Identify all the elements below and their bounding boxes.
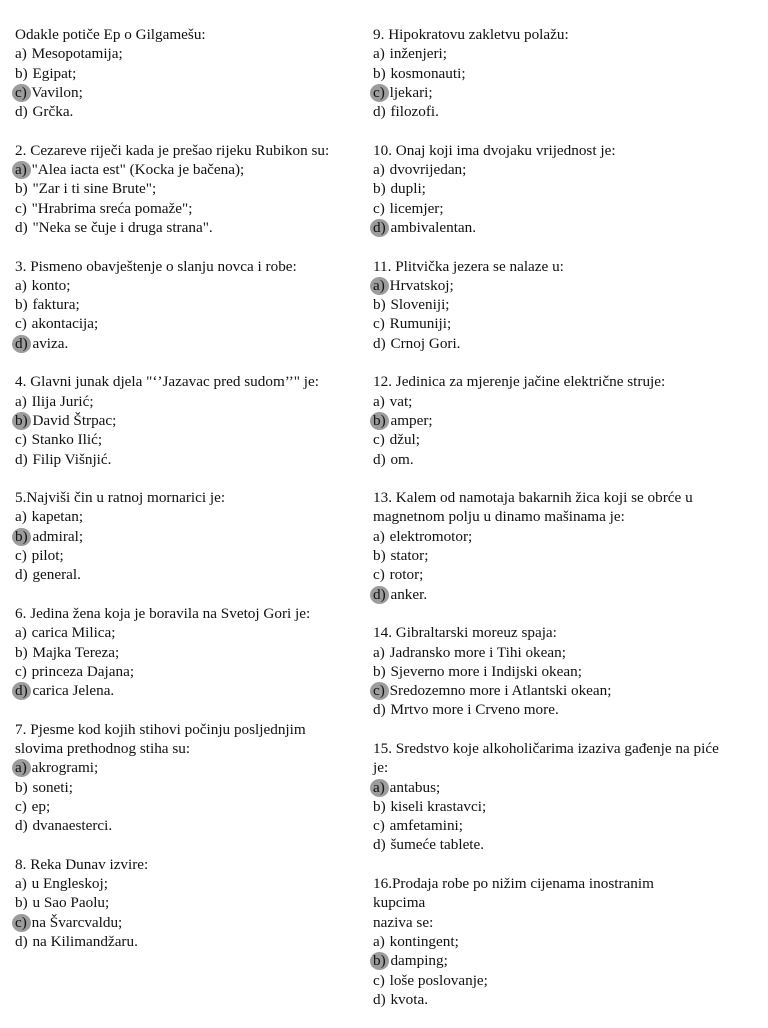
answer-option xyxy=(15,546,365,565)
option-text: Stanko Ilić; xyxy=(27,431,103,449)
answer-option xyxy=(15,334,365,353)
question-text: 4. Glavni junak djela "‘’Jazavac pred sudom’’" je: xyxy=(15,373,319,391)
option-text: džul; xyxy=(385,431,420,449)
question-block-q13 xyxy=(373,488,753,604)
option-letter: c) xyxy=(15,431,27,449)
option-letter: c) xyxy=(373,971,385,989)
option-letter: b) xyxy=(373,64,386,82)
answer-option xyxy=(373,102,753,121)
option-letter: d) xyxy=(373,701,386,719)
question-block-q7 xyxy=(15,720,365,836)
question-text: 10. Onaj koji ima dvojaku vrijednost je: xyxy=(373,141,616,159)
question-block-q12 xyxy=(373,372,753,468)
option-letter: a) xyxy=(373,161,385,179)
option-letter: d) xyxy=(15,932,28,950)
question-text: 12. Jedinica za mjerenje jačine električne struje: xyxy=(373,373,666,391)
option-text: carica Milica; xyxy=(27,624,116,642)
question-text: 9. Hipokratovu zakletvu polažu: xyxy=(373,26,569,43)
option-text: damping; xyxy=(386,952,448,970)
option-letter: a) xyxy=(15,276,27,294)
question-text: 8. Reka Dunav izvire: xyxy=(15,855,149,873)
answer-option xyxy=(15,64,365,83)
option-letter: b) xyxy=(15,180,28,198)
option-text: šumeće tablete. xyxy=(386,836,485,854)
option-text: u Engleskoj; xyxy=(27,875,108,893)
answer-option xyxy=(15,565,365,584)
option-letter: d) xyxy=(373,990,386,1008)
question-block-q9 xyxy=(373,25,753,121)
option-text: filozofi. xyxy=(386,103,439,121)
option-text: Rumuniji; xyxy=(385,315,452,333)
answer-option xyxy=(15,411,365,430)
answer-option xyxy=(15,102,365,121)
option-text: David Štrpac; xyxy=(28,411,117,429)
selected-answer-marker: b) xyxy=(373,411,386,429)
answer-option xyxy=(15,778,365,797)
option-letter: b) xyxy=(373,547,386,565)
option-letter: c) xyxy=(373,315,385,333)
question-text: 3. Pismeno obavještenje o slanju novca i robe: xyxy=(15,257,297,275)
answer-option xyxy=(15,450,365,469)
option-text: ep; xyxy=(27,797,51,815)
option-letter: b) xyxy=(15,64,28,82)
option-text: carica Jelena. xyxy=(28,682,115,700)
option-letter: a) xyxy=(373,527,385,545)
option-letter: a) xyxy=(15,392,27,410)
option-letter: c) xyxy=(15,797,27,815)
answer-option xyxy=(373,565,753,584)
answer-option xyxy=(15,662,365,681)
option-letter: a) xyxy=(15,45,27,63)
option-letter: d) xyxy=(373,103,386,121)
answer-option xyxy=(15,913,365,932)
question-text: 15. Sredstvo koje alkoholičarima izaziva gađenje na piće je: xyxy=(373,739,719,777)
option-letter: a) xyxy=(373,643,385,661)
option-text: dupli; xyxy=(386,180,426,198)
selected-answer-marker: d) xyxy=(373,218,386,236)
option-text: stator; xyxy=(386,547,429,565)
option-text: Jadransko more i Tihi okean; xyxy=(385,643,566,661)
option-text: Filip Višnjić. xyxy=(28,450,112,468)
option-text: amper; xyxy=(386,411,433,429)
option-text: na Kilimandžaru. xyxy=(28,932,138,950)
option-letter: c) xyxy=(373,817,385,835)
option-letter: c) xyxy=(15,315,27,333)
question-block-q3 xyxy=(15,257,365,353)
question-block-q15 xyxy=(373,739,753,855)
option-letter: c) xyxy=(373,566,385,584)
answer-option xyxy=(15,643,365,662)
answer-option xyxy=(15,199,365,218)
option-text: inženjeri; xyxy=(385,45,447,63)
answer-option xyxy=(15,392,365,411)
option-text: kvota. xyxy=(386,990,428,1008)
option-text: rotor; xyxy=(385,566,424,584)
question-text: 11. Plitvička jezera se nalaze u: xyxy=(373,257,564,275)
option-text: akrogrami; xyxy=(27,759,99,777)
answer-option xyxy=(373,932,753,951)
answer-option xyxy=(373,816,753,835)
option-letter: b) xyxy=(15,296,28,314)
selected-answer-marker: d) xyxy=(15,334,28,352)
question-text: 14. Gibraltarski moreuz spaja: xyxy=(373,624,557,642)
option-text: elektromotor; xyxy=(385,527,473,545)
selected-answer-marker: a) xyxy=(15,759,27,777)
answer-option xyxy=(15,218,365,237)
option-letter: c) xyxy=(15,662,27,680)
option-text: princeza Dajana; xyxy=(27,662,135,680)
option-text: Ilija Jurić; xyxy=(27,392,94,410)
option-letter: a) xyxy=(373,392,385,410)
option-text: Mrtvo more i Crveno more. xyxy=(386,701,559,719)
answer-option xyxy=(373,797,753,816)
option-text: antabus; xyxy=(385,778,441,796)
option-letter: d) xyxy=(373,836,386,854)
question-text-continued: naziva se: xyxy=(373,913,434,931)
answer-option xyxy=(15,507,365,526)
option-text: "Zar i ti sine Brute"; xyxy=(28,180,157,198)
answer-option xyxy=(373,179,753,198)
question-block-q1 xyxy=(15,25,365,121)
option-text: Sredozemno more i Atlantski okean; xyxy=(385,682,612,700)
question-block-q4 xyxy=(15,372,365,468)
option-text: akontacija; xyxy=(27,315,99,333)
option-text: "Hrabrima sreća pomaže"; xyxy=(27,199,193,217)
selected-answer-marker: d) xyxy=(373,585,386,603)
selected-answer-marker: c) xyxy=(15,83,27,101)
option-text: Sjeverno more i Indijski okean; xyxy=(386,662,582,680)
answer-option xyxy=(373,199,753,218)
option-text: konto; xyxy=(27,276,71,294)
option-text: pilot; xyxy=(27,547,64,565)
option-letter: c) xyxy=(373,431,385,449)
answer-option xyxy=(15,295,365,314)
option-text: kosmonauti; xyxy=(386,64,466,82)
selected-answer-marker: a) xyxy=(373,778,385,796)
option-letter: a) xyxy=(373,932,385,950)
option-letter: d) xyxy=(373,334,386,352)
answer-option xyxy=(15,44,365,63)
answer-option xyxy=(373,990,753,1009)
option-text: Majka Tereza; xyxy=(28,643,120,661)
option-letter: b) xyxy=(373,797,386,815)
option-letter: b) xyxy=(373,662,386,680)
question-block-q16 xyxy=(373,874,753,1009)
answer-option xyxy=(373,835,753,854)
answer-option xyxy=(373,643,753,662)
option-text: Hrvatskoj; xyxy=(385,276,454,294)
option-letter: a) xyxy=(15,624,27,642)
answer-option xyxy=(15,797,365,816)
answer-option xyxy=(15,893,365,912)
option-letter: d) xyxy=(15,450,28,468)
option-text: na Švarcvaldu; xyxy=(27,913,123,931)
answer-option xyxy=(373,546,753,565)
answer-option xyxy=(15,314,365,333)
question-block-q14 xyxy=(373,623,753,719)
question-text: 6. Jedina žena koja je boravila na Svetoj Gori je: xyxy=(15,604,311,622)
question-text: 13. Kalem od namotaja bakarnih žica koji se obrće u magnetnom polju u dinamo mašinama je: xyxy=(373,489,693,526)
answer-option xyxy=(15,276,365,295)
selected-answer-marker: b) xyxy=(15,411,28,429)
answer-option xyxy=(15,83,365,102)
option-text: "Neka se čuje i druga strana". xyxy=(28,218,213,236)
question-text: 16.Prodaja robe po nižim cijenama inostranim kupcima xyxy=(373,875,654,912)
option-text: loše poslovanje; xyxy=(385,971,488,989)
answer-option xyxy=(373,585,753,604)
option-letter: a) xyxy=(373,45,385,63)
option-text: general. xyxy=(28,566,81,584)
option-text: Sloveniji; xyxy=(386,296,450,314)
option-letter: d) xyxy=(15,817,28,835)
answer-option xyxy=(373,681,753,700)
question-block-q8 xyxy=(15,855,365,951)
question-block-q10 xyxy=(373,141,753,237)
selected-answer-marker: b) xyxy=(15,527,28,545)
answer-option xyxy=(373,334,753,353)
option-text: ljekari; xyxy=(385,83,433,101)
answer-option xyxy=(15,623,365,642)
selected-answer-marker: d) xyxy=(15,682,28,700)
selected-answer-marker: c) xyxy=(15,913,27,931)
question-text: 2. Cezareve riječi kada je prešao rijeku Rubikon su: xyxy=(15,141,330,159)
selected-answer-marker: c) xyxy=(373,682,385,700)
answer-option xyxy=(15,932,365,951)
answer-option xyxy=(15,681,365,700)
question-block-q2 xyxy=(15,141,365,237)
right-question-column xyxy=(373,25,753,1028)
option-letter: b) xyxy=(15,778,28,796)
answer-option xyxy=(373,295,753,314)
selected-answer-marker: a) xyxy=(373,276,385,294)
option-text: om. xyxy=(386,450,414,468)
answer-option xyxy=(373,160,753,179)
option-text: kapetan; xyxy=(27,508,84,526)
option-letter: d) xyxy=(373,450,386,468)
question-text: Odakle potiče Ep o Gilgamešu: xyxy=(15,26,206,43)
answer-option xyxy=(15,816,365,835)
option-text: admiral; xyxy=(28,527,84,545)
option-letter: c) xyxy=(15,199,27,217)
answer-option xyxy=(373,314,753,333)
answer-option xyxy=(373,44,753,63)
option-letter: b) xyxy=(373,296,386,314)
option-text: ambivalentan. xyxy=(386,218,477,236)
option-text: licemjer; xyxy=(385,199,444,217)
answer-option xyxy=(373,951,753,970)
option-text: Egipat; xyxy=(28,64,77,82)
option-text: Mesopotamija; xyxy=(27,45,123,63)
answer-option xyxy=(373,392,753,411)
option-text: faktura; xyxy=(28,296,80,314)
answer-option xyxy=(15,874,365,893)
answer-option xyxy=(373,218,753,237)
option-letter: d) xyxy=(15,566,28,584)
answer-option xyxy=(15,527,365,546)
selected-answer-marker: a) xyxy=(15,161,27,179)
option-letter: c) xyxy=(15,547,27,565)
option-text: dvanaesterci. xyxy=(28,817,113,835)
option-text: amfetamini; xyxy=(385,817,463,835)
option-letter: b) xyxy=(15,643,28,661)
option-text: u Sao Paolu; xyxy=(28,894,110,912)
question-block-q6 xyxy=(15,604,365,700)
option-text: Grčka. xyxy=(28,103,74,121)
answer-option xyxy=(15,160,365,179)
selected-answer-marker: b) xyxy=(373,952,386,970)
option-text: kiseli krastavci; xyxy=(386,797,487,815)
option-text: Vavilon; xyxy=(27,83,83,101)
option-text: kontingent; xyxy=(385,932,459,950)
option-letter: a) xyxy=(15,875,27,893)
question-block-q5 xyxy=(15,488,365,584)
question-text: 7. Pjesme kod kojih stihovi počinju posljednjim slovima prethodnog stiha su: xyxy=(15,720,306,757)
answer-option xyxy=(373,662,753,681)
answer-option xyxy=(373,971,753,990)
selected-answer-marker: c) xyxy=(373,83,385,101)
answer-option xyxy=(373,700,753,719)
answer-option xyxy=(373,83,753,102)
option-letter: c) xyxy=(373,199,385,217)
option-text: vat; xyxy=(385,392,413,410)
option-text: soneti; xyxy=(28,778,73,796)
answer-option xyxy=(373,778,753,797)
option-letter: b) xyxy=(15,894,28,912)
option-letter: d) xyxy=(15,218,28,236)
answer-option xyxy=(373,64,753,83)
option-letter: d) xyxy=(15,103,28,121)
answer-option xyxy=(373,411,753,430)
option-text: "Alea iacta est" (Kocka je bačena); xyxy=(27,161,245,179)
answer-option xyxy=(373,450,753,469)
answer-option xyxy=(15,179,365,198)
option-text: anker. xyxy=(386,585,428,603)
question-text: 5.Najviši čin u ratnoj mornarici je: xyxy=(15,489,226,507)
question-block-q11 xyxy=(373,257,753,353)
option-letter: b) xyxy=(373,180,386,198)
option-text: dvovrijedan; xyxy=(385,161,467,179)
option-letter: a) xyxy=(15,508,27,526)
answer-option xyxy=(373,276,753,295)
answer-option xyxy=(15,430,365,449)
left-question-column xyxy=(15,25,365,971)
answer-option xyxy=(15,758,365,777)
option-text: aviza. xyxy=(28,334,69,352)
answer-option xyxy=(373,527,753,546)
answer-option xyxy=(373,430,753,449)
option-text: Crnoj Gori. xyxy=(386,334,461,352)
